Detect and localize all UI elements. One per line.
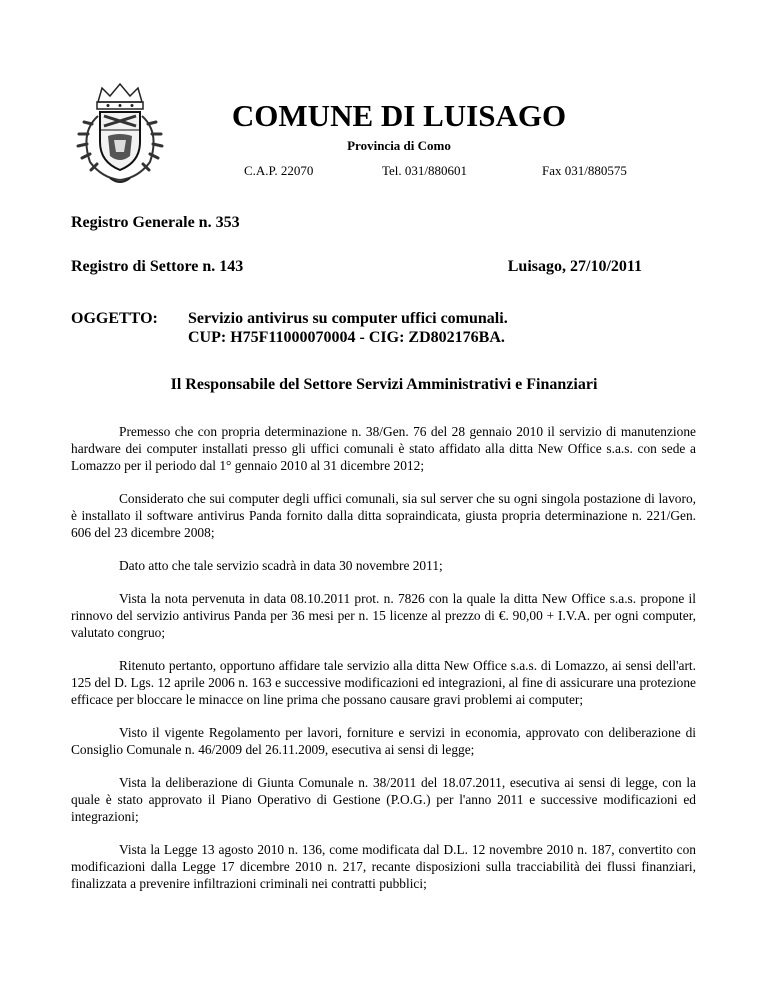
paragraph: Dato atto che tale servizio scadrà in data 30 novembre 2011; bbox=[119, 558, 443, 573]
municipal-crest-icon bbox=[70, 80, 170, 190]
subject-line-1: Servizio antivirus su computer uffici comunali. bbox=[188, 310, 508, 327]
subject-label: OGGETTO: bbox=[71, 310, 158, 327]
place-and-date: Luisago, 27/10/2011 bbox=[507, 258, 642, 275]
paragraph: Vista la Legge 13 agosto 2010 n. 136, come modificata dal D.L. 12 novembre 2010 n. 187, convertito con modificazioni dalla Legge 17 dicembre 2010 n. 217, recante disposizioni sulla tracciabilità dei flussi finanziari, finalizzata a prevenire infiltrazioni criminali nei contratti pubblici; bbox=[71, 842, 696, 891]
telephone: Tel. 031/880601 bbox=[382, 163, 468, 178]
paragraph: Vista la nota pervenuta in data 08.10.2011 prot. n. 7826 con la quale la ditta New Office s.a.s. propone il rinnovo del servizio antivirus Panda per 36 mesi per n. 15 licenze al prezzo di €. 90,00 + I.V.A. per ogni computer, valutato congruo; bbox=[71, 591, 696, 640]
general-registry-number: Registro Generale n. 353 bbox=[71, 214, 240, 231]
postal-code: C.A.P. 22070 bbox=[244, 163, 314, 178]
municipality-title: COMUNE DI LUISAGO bbox=[231, 98, 567, 133]
province-label: Provincia di Como bbox=[347, 138, 451, 153]
paragraph: Considerato che sui computer degli uffici comunali, sia sul server che su ogni singola postazione di lavoro, è installato il software antivirus Panda fornito dalla ditta sopraindicata, giusta propria determinazione n. 221/Gen. 606 del 23 dicembre 2008; bbox=[71, 491, 696, 540]
responsible-heading: Il Responsabile del Settore Servizi Amministrativi e Finanziari bbox=[170, 376, 598, 393]
paragraph: Visto il vigente Regolamento per lavori, forniture e servizi in economia, approvato con deliberazione di Consiglio Comunale n. 46/2009 del 26.11.2009, esecutiva ai sensi di legge; bbox=[71, 725, 696, 757]
paragraph: Ritenuto pertanto, opportuno affidare tale servizio alla ditta New Office s.a.s. di Lomazzo, ai sensi dell'art. 125 del D. Lgs. 12 aprile 2006 n. 163 e successive modificazioni ed integrazioni, al fine di assicurare una protezione efficace per bloccare le minacce on line prima che possano causare gravi problemi ai computer; bbox=[71, 658, 696, 707]
subject-line-2: CUP: H75F11000070004 - CIG: ZD802176BA. bbox=[188, 329, 505, 346]
sector-registry-number: Registro di Settore n. 143 bbox=[71, 258, 244, 275]
paragraph: Vista la deliberazione di Giunta Comunale n. 38/2011 del 18.07.2011, esecutiva ai sensi di legge, con la quale è stato approvato il Piano Operativo di Gestione (P.O.G.) per l'anno 2011 e successive modificazioni ed integrazioni; bbox=[71, 775, 696, 824]
paragraph: Premesso che con propria determinazione n. 38/Gen. 76 del 28 gennaio 2010 il servizio di manutenzione hardware dei computer installati presso gli uffici comunali è stato affidato alla ditta New Office s.a.s. con sede a Lomazzo per il periodo dal 1° gennaio 2010 al 31 dicembre 2012; bbox=[71, 424, 696, 473]
document-body bbox=[71, 423, 696, 908]
fax: Fax 031/880575 bbox=[542, 163, 627, 178]
